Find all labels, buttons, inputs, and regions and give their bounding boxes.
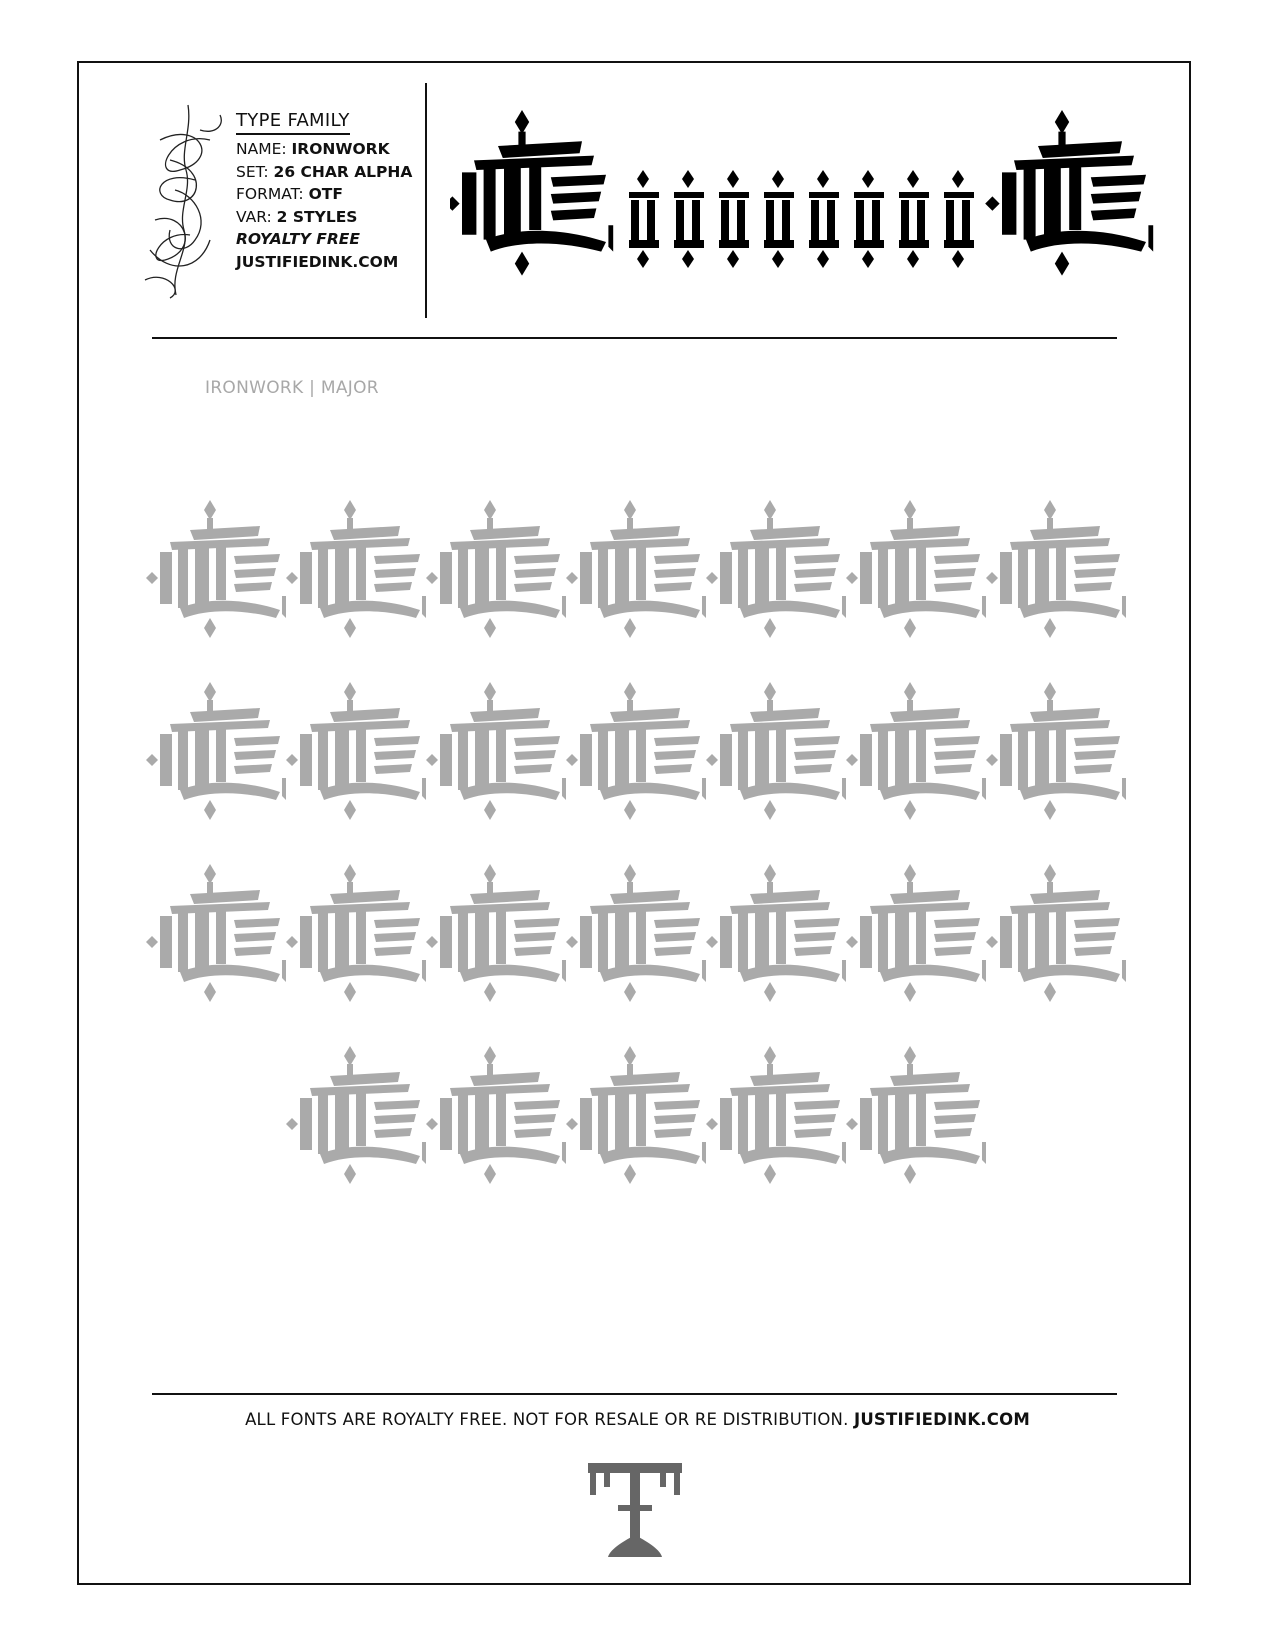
specimen-glyph	[286, 1046, 426, 1184]
var-row: VAR: 2 STYLES	[236, 207, 358, 226]
specimen-glyph	[286, 682, 426, 820]
top-rule	[152, 337, 1117, 339]
specimen-glyph	[846, 864, 986, 1002]
specimen-glyph	[426, 1046, 566, 1184]
specimen-glyph	[706, 864, 846, 1002]
license-row: ROYALTY FREE	[236, 230, 360, 248]
hero-glyph-lower	[854, 170, 884, 268]
specimen-glyph	[566, 500, 706, 638]
specimen-glyph	[986, 682, 1126, 820]
specimen-glyph	[706, 682, 846, 820]
header-divider	[425, 83, 427, 318]
type-family-title: TYPE FAMILY	[236, 110, 350, 135]
specimen-glyph	[566, 1046, 706, 1184]
website-row: JUSTIFIEDINK.COM	[236, 252, 399, 271]
specimen-glyph	[426, 682, 566, 820]
hero-glyph-initial	[450, 110, 613, 276]
specimen-glyph	[986, 500, 1126, 638]
specimen-glyph	[566, 682, 706, 820]
specimen-label: IRONWORK | MAJOR	[205, 378, 379, 398]
specimen-glyph	[426, 864, 566, 1002]
specimen-glyph	[566, 864, 706, 1002]
hero-glyph-lower	[809, 170, 839, 268]
hero-glyph-lower	[629, 170, 659, 268]
specimen-glyph	[426, 500, 566, 638]
hero-glyph-lower	[764, 170, 794, 268]
specimen-glyph	[146, 682, 286, 820]
specimen-glyph	[846, 1046, 986, 1184]
hero-glyph-lower	[674, 170, 704, 268]
specimen-glyph	[146, 500, 286, 638]
bottom-rule	[152, 1393, 1117, 1395]
specimen-glyph	[986, 864, 1126, 1002]
hero-glyph-final	[985, 110, 1153, 276]
glyph-specimen-grid	[120, 500, 1160, 1240]
format-row: FORMAT: OTF	[236, 185, 343, 203]
name-row: NAME: IRONWORK	[236, 140, 390, 158]
specimen-glyph	[706, 1046, 846, 1184]
signature-image	[140, 100, 230, 300]
brand-logo-icon	[580, 1455, 690, 1560]
specimen-glyph	[846, 500, 986, 638]
specimen-glyph	[146, 864, 286, 1002]
hero-glyph-lower	[719, 170, 749, 268]
specimen-glyph	[846, 682, 986, 820]
specimen-glyph	[286, 864, 426, 1002]
hero-glyph-lower	[944, 170, 974, 268]
footer-notice: ALL FONTS ARE ROYALTY FREE. NOT FOR RESALE OR RE DISTRIBUTION. JUSTIFIEDINK.COM	[245, 1410, 1030, 1429]
specimen-glyph	[286, 500, 426, 638]
set-row: SET: 26 CHAR ALPHA	[236, 162, 413, 181]
ironwork-wordmark-image	[450, 100, 1170, 310]
specimen-glyph	[706, 500, 846, 638]
hero-glyph-lower	[899, 170, 929, 268]
footer-website: JUSTIFIEDINK.COM	[853, 1410, 1030, 1429]
type-info	[236, 110, 412, 273]
